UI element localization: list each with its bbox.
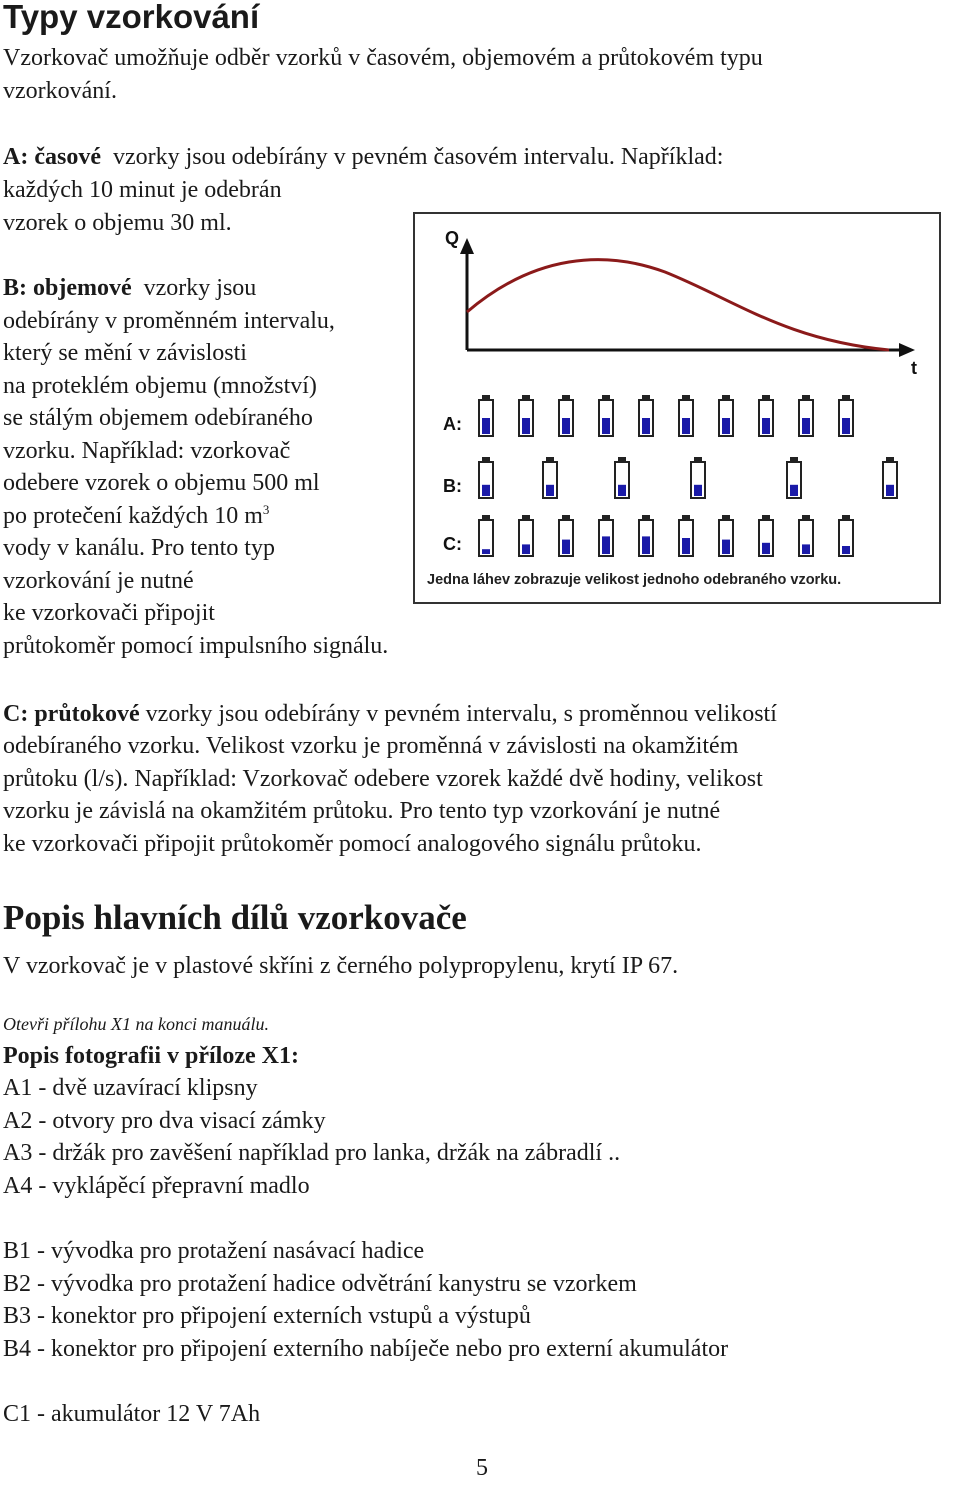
row-c-bottle <box>679 515 693 556</box>
sampling-types-figure <box>413 212 941 604</box>
list-item-b4: B4 - konektor pro připojení externího nabíječe nebo pro externí akumulátor <box>3 1336 729 1362</box>
section-b-line-8-text: po protečení každých 10 m <box>3 503 263 529</box>
section-c-line-4: vzorku je závislá na okamžitém průtoku. Pro tento typ vzorkování je nutné <box>3 798 721 824</box>
cubic-superscript: 3 <box>262 502 270 517</box>
section-b-line-12: průtokoměr pomocí impulsního signálu. <box>3 633 389 659</box>
row-c-bottle <box>719 515 733 556</box>
section-a-line-2: každých 10 minut je odebrán <box>3 177 282 203</box>
section-a-line-1 <box>3 141 723 174</box>
row-label-a: A: <box>443 414 462 434</box>
row-a-bottle <box>759 395 773 436</box>
bottle-row-c <box>479 515 853 556</box>
list-item-b3: B3 - konektor pro připojení externích vstupů a výstupů <box>3 1303 531 1329</box>
section-b-line-3: který se mění v závislosti <box>3 340 247 366</box>
row-b-bottle <box>691 457 705 498</box>
figure-caption: Jedna láhev zobrazuje velikost jednoho odebraného vzorku. <box>427 572 842 588</box>
row-a-bottle <box>839 395 853 436</box>
section-b-line-4: na proteklém objemu (množství) <box>3 373 317 399</box>
page-title: Typy vzorkování <box>3 0 260 35</box>
row-b-bottle <box>479 457 493 498</box>
flow-curve <box>467 260 889 350</box>
section-b-line-7: odebere vzorek o objemu 500 ml <box>3 470 320 496</box>
axis-x-label: t <box>911 358 917 378</box>
row-a-bottle <box>519 395 533 436</box>
row-a-bottle <box>599 395 613 436</box>
row-c-bottle <box>599 515 613 556</box>
row-c-bottle <box>799 515 813 556</box>
row-b-bottle <box>787 457 801 498</box>
bottle-row-b <box>479 457 897 498</box>
row-a-bottle <box>479 395 493 436</box>
section-b-line-9: vody v kanálu. Pro tento typ <box>3 535 275 561</box>
section-b-line-6: vzorku. Například: vzorkovač <box>3 438 291 464</box>
row-c-bottle <box>559 515 573 556</box>
bottle-row-a <box>479 395 853 436</box>
row-c-bottle <box>519 515 533 556</box>
axis-y-label: Q <box>445 228 460 248</box>
row-b-bottle <box>615 457 629 498</box>
section-c-label: C: průtokové <box>3 701 140 727</box>
row-b-bottle <box>883 457 897 498</box>
page-number: 5 <box>476 1455 488 1481</box>
list-item-b2: B2 - vývodka pro protažení hadice odvětrání kanystru se vzorkem <box>3 1271 637 1297</box>
section-b-line-11: ke vzorkovači připojit <box>3 600 215 626</box>
section-c-line-5: ke vzorkovači připojit průtokoměr pomocí analogového signálu průtoku. <box>3 831 702 857</box>
y-axis-arrow-icon <box>460 238 474 254</box>
sampling-diagram <box>415 214 939 602</box>
appendix-note: Otevři přílohu X1 na konci manuálu. <box>3 1014 269 1034</box>
intro-line-1: Vzorkovač umožňuje odběr vzorků v časovém, objemovém a průtokovém typu <box>3 45 763 71</box>
section-a-text: vzorky jsou odebírány v pevném časovém intervalu. Například: <box>112 144 724 170</box>
section-b-line-2: odebírány v proměnném intervalu, <box>3 308 335 334</box>
list-item-a2: A2 - otvory pro dva visací zámky <box>3 1108 326 1134</box>
section-a-line-3: vzorek o objemu 30 ml. <box>3 210 232 236</box>
row-label-b: B: <box>443 476 462 496</box>
section-b-line-8 <box>3 500 269 533</box>
row-c-bottle <box>839 515 853 556</box>
row-a-bottle <box>679 395 693 436</box>
housing-text: V vzorkovač je v plastové skříni z černého polypropylenu, krytí IP 67. <box>3 953 679 979</box>
row-c-bottle <box>639 515 653 556</box>
row-a-bottle <box>559 395 573 436</box>
section-heading-parts: Popis hlavních dílů vzorkovače <box>3 898 467 937</box>
intro-line-2: vzorkování. <box>3 78 117 104</box>
row-a-bottle <box>719 395 733 436</box>
section-b-line-10: vzorkování je nutné <box>3 568 194 594</box>
section-c-line-3: průtoku (l/s). Například: Vzorkovač odebere vzorek každé dvě hodiny, velikost <box>3 766 763 792</box>
section-b-text: vzorky jsou <box>143 275 257 301</box>
section-c-text: vzorky jsou odebírány v pevném intervalu, s proměnnou velikostí <box>145 701 777 727</box>
row-a-bottle <box>799 395 813 436</box>
photo-description-heading: Popis fotografii v příloze X1: <box>3 1043 299 1069</box>
row-c-bottle <box>759 515 773 556</box>
list-item-b1: B1 - vývodka pro protažení nasávací hadice <box>3 1238 425 1264</box>
list-item-a1: A1 - dvě uzavírací klipsny <box>3 1075 258 1101</box>
row-label-c: C: <box>443 534 462 554</box>
section-c-line-2: odebíraného vzorku. Velikost vzorku je proměnná v závislosti na okamžitém <box>3 733 739 759</box>
section-b-label: B: objemové <box>3 275 132 301</box>
list-item-c1: C1 - akumulátor 12 V 7Ah <box>3 1401 261 1427</box>
row-b-bottle <box>543 457 557 498</box>
list-item-a4: A4 - vyklápěcí přepravní madlo <box>3 1173 310 1199</box>
section-b-line-5: se stálým objemem odebíraného <box>3 405 313 431</box>
section-c-line-1 <box>3 698 777 731</box>
row-c-bottle <box>479 515 493 556</box>
x-axis-arrow-icon <box>899 343 915 357</box>
section-a-label: A: časové <box>3 144 101 170</box>
section-b-line-1 <box>3 272 256 305</box>
list-item-a3: A3 - držák pro zavěšení například pro lanka, držák na zábradlí .. <box>3 1140 621 1166</box>
row-a-bottle <box>639 395 653 436</box>
